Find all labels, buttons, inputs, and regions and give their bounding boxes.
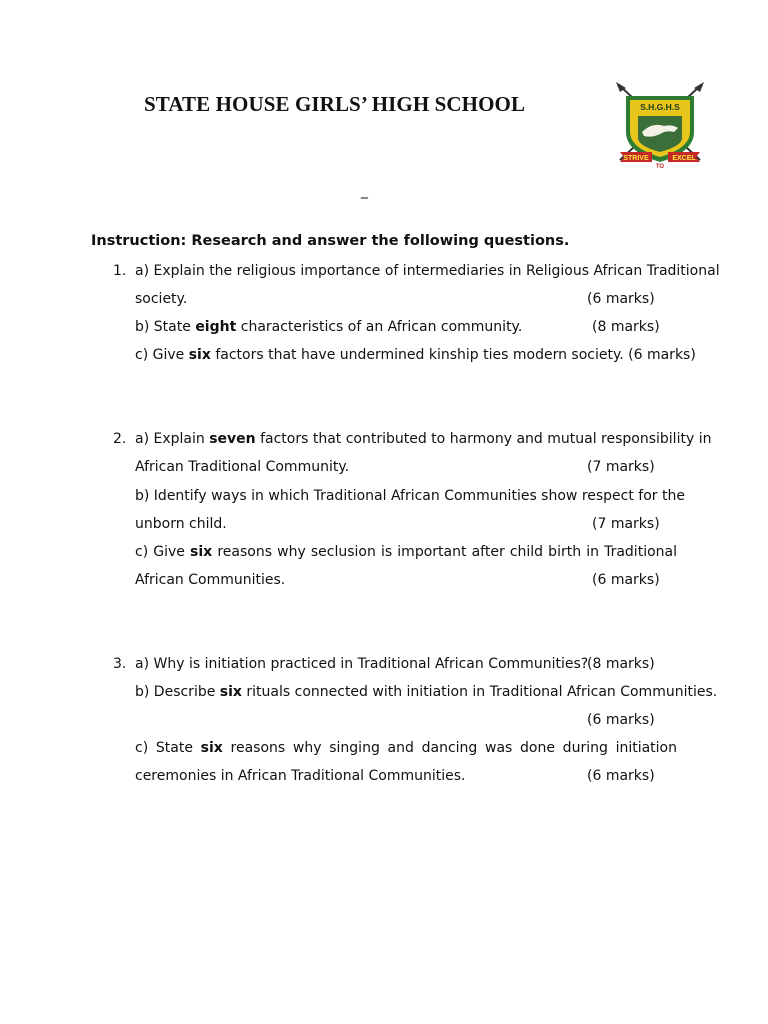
q1-part-a-marks: (6 marks) [587,291,655,307]
crest-motto-mid: TO [655,164,665,170]
q2-part-a-line1: a) Explain seven factors that contributed to harmony and mutual responsibility in [135,431,712,447]
question-number: 2. [113,431,127,447]
q3-part-c-line1: c) State six reasons why singing and dancing was done during initiation [135,740,677,756]
crest-motto-left: STRIVE [623,155,649,162]
q3-part-c-marks: (6 marks) [587,768,655,784]
q3-part-a-marks: (8 marks) [587,656,655,672]
school-crest-logo [612,82,708,170]
q1-part-a-line1: a) Explain the religious importance of intermediaries in Religious African Traditional [135,263,720,279]
crest-motto-right: EXCEL [672,155,696,162]
q1-part-b: b) State eight characteristics of an African community. [135,319,523,335]
crest-top-text: S.H.G.H.S [640,102,680,112]
q3-part-c-line2: ceremonies in African Traditional Communities. [135,768,466,784]
q2-part-b-line2: unborn child. [135,516,227,532]
q1-part-c: c) Give six factors that have undermined kinship ties modern society. (6 marks) [135,347,696,363]
q2-part-c-line2: African Communities. [135,572,286,588]
q3-part-b: b) Describe six rituals connected with initiation in Traditional African Communities. [135,684,718,700]
q2-part-a-line2: African Traditional Community. [135,459,350,475]
q2-part-a-marks: (7 marks) [587,459,655,475]
school-name: STATE HOUSE GIRLS’ HIGH SCHOOL [144,92,526,116]
q2-part-b-marks: (7 marks) [592,516,660,532]
q3-part-b-marks: (6 marks) [587,712,655,728]
q3-part-a: a) Why is initiation practiced in Traditional African Communities? [135,656,589,672]
q2-part-c-line1: c) Give six reasons why seclusion is important after child birth in Traditional [135,544,677,560]
blank-line: _ [361,183,368,199]
q1-part-b-marks: (8 marks) [592,319,660,335]
question-number: 3. [113,656,127,672]
q2-part-b-line1: b) Identify ways in which Traditional African Communities show respect for the [135,488,685,504]
question-number: 1. [113,263,127,279]
instruction-text: Instruction: Research and answer the following questions. [91,233,570,249]
q1-part-a-line2: society. [135,291,188,307]
q2-part-c-marks: (6 marks) [592,572,660,588]
